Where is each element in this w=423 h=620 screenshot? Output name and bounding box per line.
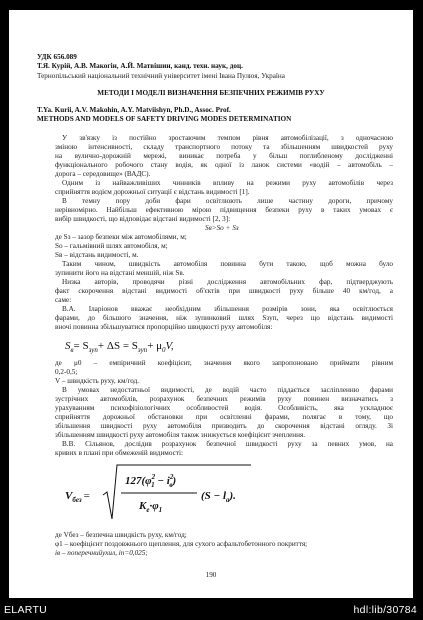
body-line: вночі повинна збільшуватися пропорційно швидкості руху автомобіля: — [55, 323, 273, 331]
f2-tail-sub: a — [226, 496, 230, 504]
svg-text:Ke·φ1 — [138, 500, 162, 514]
svg-text:127(φ21 − i2в) — [125, 473, 176, 489]
f2-den-phi-sub: 1 — [158, 506, 163, 514]
body-line: факт скорочення відстані видимості об'єктів при швидкості руху більше 40 км/год, а — [55, 287, 393, 295]
body-line: сприйняття дорожньої обстановки при освітленні фарами, полягає в тому, що — [55, 413, 393, 421]
body-line: Низка авторів, проводячи різні дослідження автомобільних фар, підтверджують — [62, 278, 393, 286]
body-line: де Vбез – безпечна швидкість руху, км/год; — [55, 531, 187, 539]
f2-den-k: K — [139, 500, 147, 512]
body-line: фарами, до більшого значення, ніж зупинковий шлях Sзуп, через що відстань видимості — [55, 314, 393, 322]
body-line: У зв'язку із постійно зростаючим темпом рівня автомобілізації, з одночасною — [62, 134, 393, 142]
f1-sub3: 0 — [162, 346, 166, 354]
page-number: 190 — [205, 571, 217, 579]
f2-tail: (S − l — [201, 490, 227, 502]
f2-den-k-sub: e — [146, 506, 150, 514]
body-line: урахуванням психофізіологічних особливостей водія. Особливість, яка ускладнює — [55, 404, 393, 412]
body-line: 0,2-0,5; — [55, 368, 78, 376]
body-line: В умовах недостатньої видимості, де водій часто піддається засліпленню фарами — [62, 386, 393, 394]
formula-safe-speed — [65, 461, 325, 527]
body-line: Sо – гальмівний шлях автомобіля, м; — [55, 242, 168, 250]
body-line: нерівномірно. Найбільш ефективною мірою підвищення безпеки руху в таких умовах є — [55, 206, 393, 214]
svg-text:Sв= Sзуп+ ΔS = Sзуп+ μ0V, — [65, 340, 174, 354]
f2-num-mid: − i — [154, 475, 170, 487]
authors-en: T.Ya. Kurii, A.V. Makohin, A.Y. Matviishyn, Ph.D., Assoc. Prof. — [37, 106, 231, 114]
body-line: саме: — [55, 296, 72, 304]
body-line: функціонального робочого стану водія, як одної із ланок системи «водій – автомобіль – — [55, 161, 393, 169]
body-line: Одним із найважливіших чинників впливу на режими руху автомобілів через — [62, 179, 393, 187]
body-line: V – швидкість руху, км/год. — [55, 377, 140, 385]
f2-num-sup2: 2 — [169, 473, 174, 481]
f1-lhs-sub: в — [70, 346, 74, 354]
udk-code: УДК 656.089 — [37, 53, 77, 61]
f2-tail-end: ). — [229, 490, 236, 502]
f2-lhs: V — [65, 490, 73, 502]
body-line: зміною інтенсивності, складу транспортного потоку та збільшенням швидкостей руху — [55, 143, 393, 151]
body-line: дорога – середовище» (ВАДС). — [55, 170, 151, 178]
svg-text:(S − la). — [201, 490, 236, 504]
f2-num-end: ) — [172, 475, 177, 487]
body-line: де μ0 – емпіричний коефіцієнт, значення якого запропоновано приймати рівним — [55, 359, 393, 367]
affiliation: Тернопільський національний технічний університет імені Івана Пулюя, Україна — [37, 72, 285, 80]
f1-plus: + μ — [147, 340, 163, 352]
body-line: В.А. Іларіонов вважає необхідним збільшення розмірів зони, яка освітлюється — [62, 305, 393, 313]
footer-handle-link[interactable]: hdl:lib/30784 — [353, 604, 417, 616]
body-line: на вулично-дорожній мережі, виникає потреба у більш поглибленому дослідженні — [55, 152, 393, 160]
footer-repository-label: ELARTU — [4, 604, 48, 616]
body-line: В.В. Сільянов, дослідив розрахунок безпечної швидкості руху за певних умов, на — [62, 440, 393, 448]
title-en: METHODS AND MODELS OF SAFETY DRIVING MODES DETERMINATION — [37, 115, 292, 123]
f1-sub1: зуп — [88, 346, 98, 354]
document-page — [9, 10, 413, 598]
f1-lhs: S — [65, 340, 71, 352]
f2-num: 127(φ — [125, 475, 152, 487]
body-line: Sв – відстань видимості, м. — [55, 251, 139, 259]
f2-num-sub1: 1 — [151, 481, 155, 489]
authors-ua: Т.Я. Курій, А.В. Макогін, А.Й. Матвішин, канд. техн. наук, доц. — [37, 62, 243, 70]
body-line: збільшення швидкості руху автомобіля призводить до скорочення відстані огляду. Зі — [55, 422, 393, 430]
body-line: iв – поперечнийухил, in=0,025; — [55, 549, 148, 557]
body-line: φ1 – коефіцієнт поздовжнього щеплення, для сухого асфальтобетонного покриття; — [55, 540, 308, 548]
svg-text:Vбез= — [65, 490, 90, 504]
f2-num-sub2: в — [169, 481, 173, 489]
f1-eq1: = S — [73, 340, 89, 352]
f2-num-sup1: 2 — [151, 473, 156, 481]
f2-den-phi: ·φ — [149, 500, 159, 512]
body-line: сприйняття водієм дорожньої ситуації є відстань видимості [1]. — [55, 188, 250, 196]
f2-lhs-sub: без — [72, 496, 82, 504]
formula-visibility-distance — [65, 333, 265, 357]
body-line: зупинити його на відстані меншій, ніж Sв. — [55, 269, 185, 277]
f2-eq: = — [83, 490, 90, 502]
body-line: В темну пору доби фари освітлюють лише частину дороги, причому — [62, 197, 393, 205]
body-line: вибір швидкості, що відповідає відстані видимості [2, 3]: — [55, 215, 231, 223]
f1-mid: + ΔS = S — [97, 340, 138, 352]
title-ua: МЕТОДИ І МОДЕЛІ ВИЗНАЧЕННЯ БЕЗПЕЧНИХ РЕЖИМІВ РУХУ — [97, 89, 325, 97]
body-line: зустрічних автомобілів, розрахунок безпечних режимів руху повинен визначатись з — [55, 395, 393, 403]
body-line: Таким чином, швидкість автомобіля повинна бути такою, щоб можна було — [62, 260, 393, 268]
body-line: кривих в плані при обмеженій видимості: — [55, 449, 183, 457]
body-line: збільшенням швидкості руху автомобіля також знижується коефіцієнт зчеплення. — [55, 431, 306, 439]
body-line: де Sз – зазор безпеки між автомобілями, м; — [55, 233, 187, 241]
f1-v: V, — [165, 340, 174, 352]
f1-sub2: зуп — [137, 346, 148, 354]
inequality-formula: Sв>Sо + Sз — [205, 224, 239, 232]
